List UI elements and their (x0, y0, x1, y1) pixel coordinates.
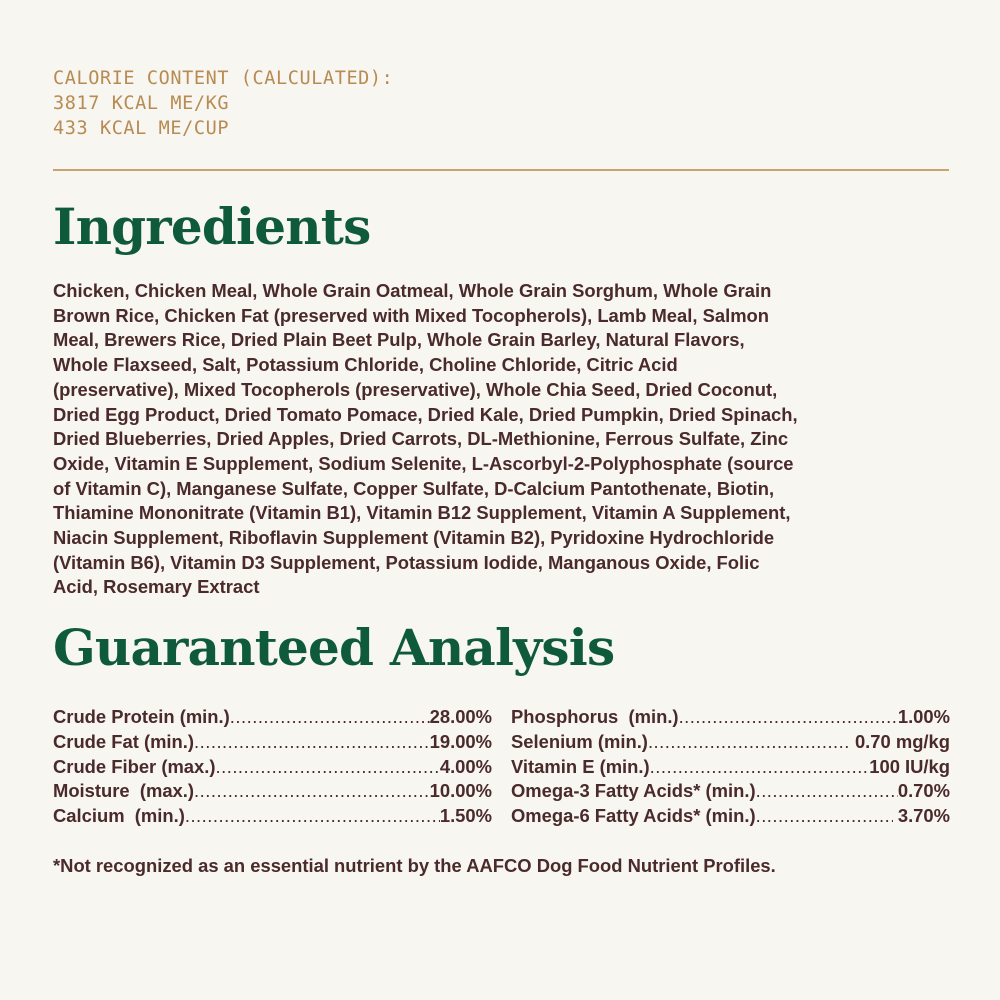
nutrient-value: 4.00% (439, 755, 492, 777)
nutrient-label: Selenium (min.) (511, 730, 648, 752)
ingredients-list (53, 279, 953, 600)
calorie-per-cup: 433 KCAL ME/CUP (53, 118, 230, 139)
nutrient-label: Omega-6 Fatty Acids* (min.) (511, 805, 756, 827)
analysis-row (511, 779, 950, 804)
ingredients-title: Ingredients (53, 197, 371, 256)
nutrient-value: 0.70% (897, 780, 950, 802)
aafco-footnote: *Not recognized as an essential nutrient by the AAFCO Dog Food Nutrient Profiles. (53, 855, 776, 876)
dot-leader (679, 705, 898, 730)
analysis-row (53, 779, 492, 804)
dot-leader (215, 755, 439, 780)
ingredients-line: (Vitamin B6), Vitamin D3 Supplement, Potassium Iodide, Manganous Oxide, Folic (53, 551, 760, 573)
ingredients-line: Chicken, Chicken Meal, Whole Grain Oatmeal, Whole Grain Sorghum, Whole Grain (53, 280, 772, 301)
calorie-content (53, 66, 393, 141)
nutrient-label: Calcium (min.) (53, 805, 185, 827)
analysis-row (53, 705, 492, 730)
calorie-per-kg: 3817 KCAL ME/KG (53, 93, 230, 114)
analysis-row (511, 755, 950, 780)
nutrient-value: 28.00% (429, 706, 492, 727)
nutrient-value: 1.00% (897, 706, 950, 727)
ingredients-line: Whole Flaxseed, Salt, Potassium Chloride, Choline Chloride, Citric Acid (53, 354, 678, 376)
ingredients-line: Brown Rice, Chicken Fat (preserved with Mixed Tocopherols), Lamb Meal, Salmon (53, 304, 770, 326)
analysis-row (53, 730, 492, 755)
ingredients-line: (preservative), Mixed Tocopherols (preservative), Whole Chia Seed, Dried Coconut, (53, 378, 778, 400)
nutrient-label: Crude Protein (min.) (53, 706, 230, 727)
nutrient-value: 0.70 mg/kg (849, 730, 950, 752)
calorie-heading: CALORIE CONTENT (CALCULATED): (53, 68, 394, 89)
dot-leader (648, 730, 850, 755)
ingredients-line: Meal, Brewers Rice, Dried Plain Beet Pulp, Whole Grain Barley, Natural Flavors, (53, 329, 745, 351)
ingredients-line: Oxide, Vitamin E Supplement, Sodium Selenite, L-Ascorbyl-2-Polyphosphate (source (53, 452, 794, 474)
analysis-row (511, 730, 950, 755)
dot-leader (194, 730, 430, 755)
analysis-row (511, 804, 950, 829)
nutrient-label: Crude Fat (min.) (53, 730, 194, 752)
nutrient-value: 3.70% (892, 805, 950, 827)
nutrient-value: 10.00% (429, 780, 492, 802)
analysis-row (53, 755, 492, 780)
analysis-left-column (53, 705, 492, 829)
nutrient-value: 100 IU/kg (869, 755, 950, 777)
section-divider (53, 169, 949, 171)
dot-leader (756, 804, 893, 829)
dot-leader (194, 779, 430, 804)
nutrient-value: 1.50% (439, 805, 492, 827)
nutrient-label: Omega-3 Fatty Acids* (min.) (511, 780, 756, 802)
nutrient-label: Crude Fiber (max.) (53, 755, 216, 777)
nutrient-label: Phosphorus (min.) (511, 706, 679, 727)
ingredients-line: Acid, Rosemary Extract (53, 576, 260, 598)
ingredients-line: Dried Blueberries, Dried Apples, Dried Carrots, DL-Methionine, Ferrous Sulfate, Zinc (53, 428, 789, 450)
ingredients-line: of Vitamin C), Manganese Sulfate, Copper Sulfate, D-Calcium Pantothenate, Biotin, (53, 477, 775, 499)
analysis-right-column (511, 705, 950, 829)
analysis-row (511, 705, 950, 730)
analysis-row (53, 804, 492, 829)
ingredients-line: Niacin Supplement, Riboflavin Supplement (Vitamin B2), Pyridoxine Hydrochloride (53, 527, 775, 549)
nutrient-value: 19.00% (429, 730, 492, 752)
ingredients-line: Dried Egg Product, Dried Tomato Pomace, Dried Kale, Dried Pumpkin, Dried Spinach, (53, 403, 798, 425)
ingredients-line: Thiamine Mononitrate (Vitamin B1), Vitamin B12 Supplement, Vitamin A Supplement, (53, 502, 791, 524)
dot-leader (185, 804, 440, 829)
dot-leader (756, 779, 898, 804)
dot-leader (650, 755, 870, 780)
guaranteed-analysis-title: Guaranteed Analysis (53, 618, 615, 677)
dot-leader (230, 705, 430, 730)
nutrient-label: Moisture (max.) (53, 780, 195, 802)
nutrient-label: Vitamin E (min.) (511, 755, 650, 777)
